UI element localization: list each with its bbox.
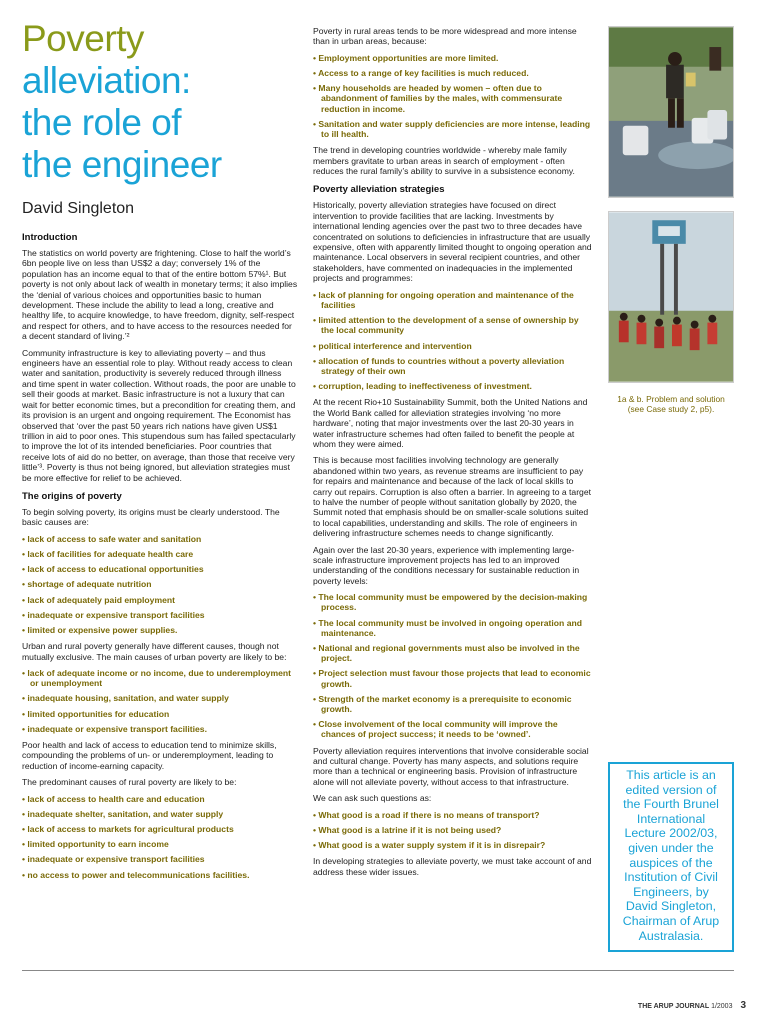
photo-problem — [608, 26, 734, 198]
intro-heading: Introduction — [22, 232, 78, 243]
rural-paragraph: The predominant causes of rural poverty are likely to be: — [22, 777, 237, 788]
list-item: • shortage of adequate nutrition — [22, 579, 298, 589]
strategies-paragraph: Historically, poverty alleviation strategies have focused on direct intervention to provide facilities that are lacking. Investments by international lending agencies over the past two to three decades have concentrated on solutions to deficiencies in infrastructure that are usually expensive, often with apparently limited thought to ongoing operation and maintenance. Local observers in several recipient countries, and other stakeholders, have commented on inadequacies in the implemented projects and programmes: — [313, 200, 592, 284]
list-item: • What good is a road if there is no means of transport? — [313, 810, 593, 820]
origins-paragraph: To begin solving poverty, its origins must be clearly understood. The basic causes are: — [22, 506, 280, 528]
list-item: • The local community must be empowered by the decision-making process. — [313, 592, 593, 612]
list-item: • lack of access to health care and education — [22, 794, 298, 804]
list-item: • lack of adequate income or no income, due to underemployment or unemployment — [22, 668, 298, 688]
list-item: • lack of planning for ongoing operation and maintenance of the facilities — [313, 290, 593, 310]
journal-name: THE ARUP JOURNAL — [637, 1003, 710, 1010]
callout-box: This article is an edited version of the Fourth Brunel International Lecture 2002/03, given under the auspices of the Institution of Civil Engineers, by David Singleton, Chairman of Arup Australasia. — [608, 762, 734, 952]
list-item: • Employment opportunities are more limited. — [313, 53, 593, 63]
closing-paragraph: In developing strategies to alleviate poverty, we must take account of and address these wider issues. — [313, 856, 592, 877]
rural-reasons-list — [313, 53, 593, 139]
abandon-paragraph: This is because most facilities involving technology are generally abandoned within two years, as revenue streams are insufficient to pay for repairs and maintenance and because of the lack of local skills to carry out repairs. Corruption is also often a barrier. In agreeing to a target to halve the number of people without sanitation globally by 2020, the Summit noted that emphasis should be on smaller-scale solutions suited to local capabilities, understanding and skills. The role of engineers in delivering infrastructure schemes needs to change significantly. — [313, 455, 592, 539]
rural-causes-list — [22, 794, 298, 880]
photo-solution — [608, 211, 734, 383]
photo-caption: 1a & b. Problem and solution (see Case study 2, p5). — [617, 394, 725, 414]
list-item: • inadequate housing, sanitation, and water supply — [22, 693, 298, 703]
list-item: • no access to power and telecommunications facilities. — [22, 870, 298, 880]
list-item: • Close involvement of the local community will improve the chances of project success; it needs to be ‘owned’. — [313, 719, 593, 739]
urban-paragraph: Urban and rural poverty generally have different causes, though not mutually exclusive. The main causes of urban poverty are likely to be: — [22, 641, 287, 662]
list-item: • The local community must be involved in ongoing operation and maintenance. — [313, 618, 593, 638]
title-line-2: alleviation: — [22, 60, 191, 101]
list-item: • limited opportunities for education — [22, 709, 298, 719]
title-line-1: Poverty — [22, 18, 144, 59]
list-item: • Many households are headed by women – often due to abandonment of families by the males, with commensurate reduction in income. — [313, 83, 593, 114]
rural-intro-paragraph: Poverty in rural areas tends to be more widespread and more intense than in urban areas, because: — [313, 26, 577, 47]
list-item: • National and regional governments must also be involved in the project. — [313, 643, 593, 663]
list-item: • limited opportunity to earn income — [22, 839, 298, 849]
list-item: • lack of access to safe water and sanitation — [22, 534, 298, 544]
column-right — [608, 26, 734, 414]
interventions-paragraph: Poverty alleviation requires interventions that involve considerable social and cultural change. Poverty has many aspects, and solutions require more than a technical or engineering basis. Provision of infrastructure alone will not alleviate poverty, without access to that infrastructure. — [313, 745, 589, 787]
basic-causes-list — [22, 534, 298, 635]
list-item: • lack of facilities for adequate health care — [22, 549, 298, 559]
summit-paragraph: At the recent Rio+10 Sustainability Summit, both the United Nations and the World Bank called for alleviation strategies involving ‘no more hardware’, noting that major investments over the last 20-30 years in water infrastructure schemes had often failed to benefit the people at whom they were aimed. — [313, 397, 588, 449]
questions-paragraph: We can ask such questions as: — [313, 793, 432, 804]
list-item: • lack of adequately paid employment — [22, 595, 298, 605]
list-item: • Project selection must favour those projects that lead to economic growth. — [313, 668, 593, 688]
list-item: • lack of access to educational opportunities — [22, 564, 298, 574]
list-item: • limited attention to the development of a sense of ownership by the local community — [313, 315, 593, 335]
list-item: • inadequate or expensive transport facilities. — [22, 724, 298, 734]
again-paragraph: Again over the last 20-30 years, experience with implementing large-scale infrastructure improvement projects has led to an improved understanding of the conditions necessary for sustainable reduction in poverty levels: — [313, 544, 580, 586]
list-item: • inadequate shelter, sanitation, and water supply — [22, 809, 298, 819]
intro-paragraph-1: The statistics on world poverty are frightening. Close to half the world’s 6bn people live on less than US$2 a day; conversely 1% of the population has an income equal to that of the entire bottom 57%¹. But poverty is not only about lack of wealth in monetary terms; it also implies the ‘denial of various choices and opportunities basic to human development. These include the ability to lead a long, creative and healthy life, to acquire knowledge, to have freedom, dignity, self-respect and respect for others, and to have access to the resources needed for a decent standard of living.’² — [22, 248, 298, 342]
list-item: • What good is a latrine if it is not being used? — [313, 825, 593, 835]
list-item: • Strength of the market economy is a prerequisite to economic growth. — [313, 694, 593, 714]
list-item: • limited or expensive power supplies. — [22, 625, 298, 635]
list-item: • lack of access to markets for agricultural products — [22, 824, 298, 834]
list-item: • What good is a water supply system if it is in disrepair? — [313, 840, 593, 850]
questions-list — [313, 810, 593, 851]
origins-heading: The origins of poverty — [22, 490, 122, 502]
column-left — [22, 18, 298, 886]
page-number: 3 — [740, 1000, 746, 1011]
list-item: • inadequate or expensive transport facilities — [22, 610, 298, 620]
conditions-list — [313, 592, 593, 739]
list-item: • Access to a range of key facilities is much reduced. — [313, 68, 593, 78]
column-middle — [313, 26, 593, 883]
urban-causes-list — [22, 668, 298, 734]
health-paragraph: Poor health and lack of access to education tend to minimize skills, compounding the problems of un- or underemployment, leading to reduction of income-earning capacity. — [22, 740, 277, 771]
intro-paragraph-2: Community infrastructure is key to alleviating poverty – and thus engineers have an essential role to play. Without ready access to clean water and sanitation, productivity is severely reduced through illness and time spent in water collection. Without roads, the poor are unable to sell their goods at market. Basic infrastructure is not a luxury that can wait for better economic times, but a precondition for creating them, and its provision is an urgent and ongoing requirement. The Economist has observed that ‘over the past 50 years rich nations have given US$1 trillion in aid to poor ones. This stupendous sum has failed spectacularly to improve the lot of its intended beneficiaries. Poor countries that receive lots of aid do no better, on average, than those that receive very little’³. Poverty is thus not being ignored, but alleviation strategies must be more effective for relief to be achieved. — [22, 347, 296, 483]
list-item: • inadequate or expensive transport facilities — [22, 854, 298, 864]
list-item: • corruption, leading to ineffectiveness of investment. — [313, 381, 593, 391]
trend-paragraph: The trend in developing countries worldwide - whereby male family members gravitate to urban areas in search of employment - often reduces the rural family’s ability to survive in a subsistence economy. — [313, 145, 575, 177]
footer — [638, 1000, 746, 1011]
title-line-3: the role of — [22, 102, 182, 143]
author: David Singleton — [22, 200, 135, 217]
journal-issue: 1/2003 — [711, 1003, 733, 1010]
strategies-heading: Poverty alleviation strategies — [313, 184, 445, 196]
footer-rule — [22, 970, 734, 971]
list-item: • Sanitation and water supply deficiencies are more intense, leading to ill health. — [313, 119, 593, 139]
list-item: • allocation of funds to countries without a poverty alleviation strategy of their own — [313, 356, 593, 376]
inadequacies-list — [313, 290, 593, 392]
title-line-4: the engineer — [22, 144, 222, 185]
list-item: • political interference and intervention — [313, 341, 593, 351]
